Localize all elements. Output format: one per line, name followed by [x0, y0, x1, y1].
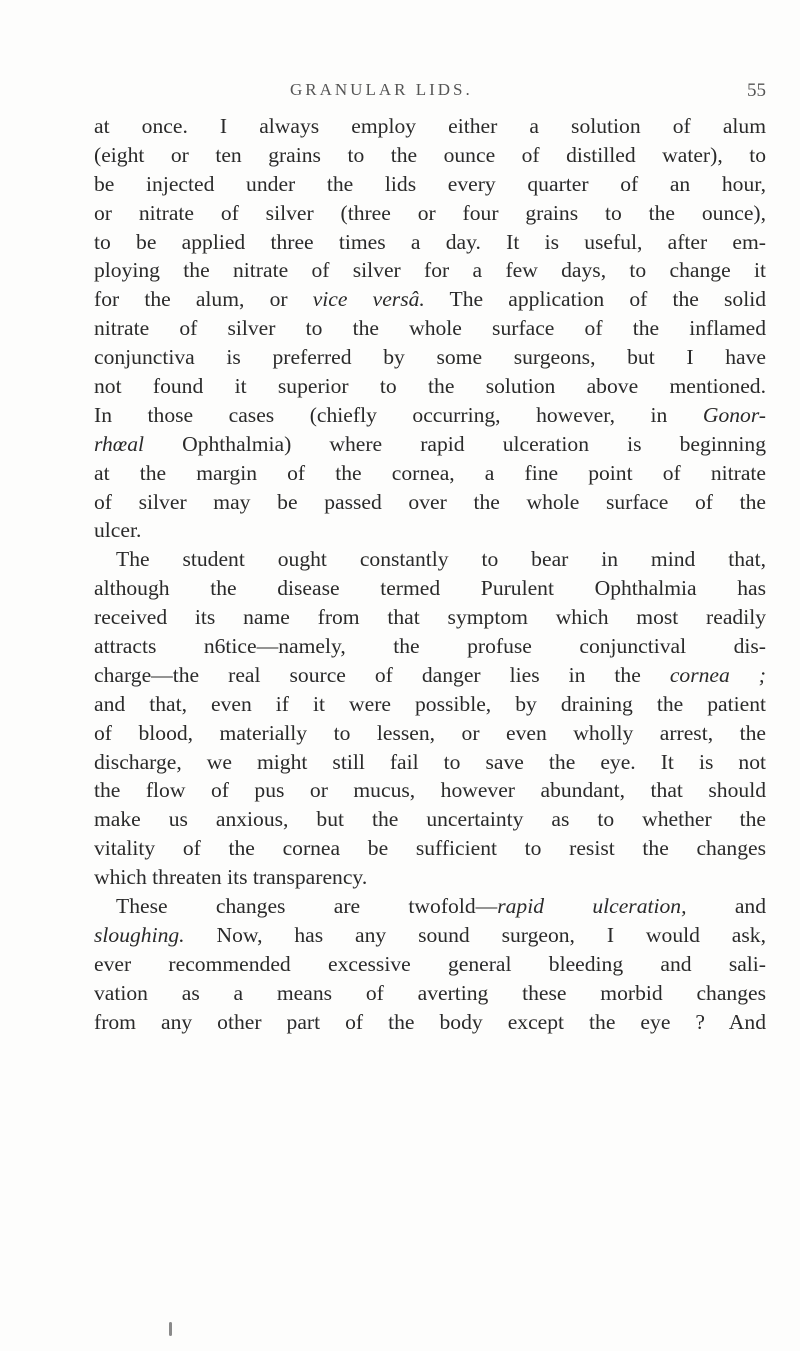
text-segment: for the alum, or	[94, 287, 313, 312]
text-segment: attracts n6tice—namely, the profuse conjunctival dis-	[94, 634, 766, 659]
italic-phrase: rhœal	[94, 431, 145, 456]
text-line	[94, 285, 766, 314]
text-line	[94, 632, 766, 661]
text-line	[94, 314, 766, 343]
text-line	[94, 343, 766, 372]
text-line	[94, 228, 766, 257]
text-segment: make us anxious, but the uncertainty as to whether the	[94, 807, 766, 832]
text-line	[94, 719, 766, 748]
text-segment: vitality of the cornea be sufficient to resist the changes	[94, 836, 766, 861]
text-segment: the flow of pus or mucus, however abundant, that should	[94, 778, 766, 803]
text-line	[94, 950, 766, 979]
text-line	[94, 170, 766, 199]
text-line	[94, 603, 766, 632]
italic-phrase: cornea ;	[669, 662, 766, 687]
text-line	[94, 892, 766, 921]
italic-phrase: Gonor-	[702, 402, 766, 427]
page-number: 55	[747, 80, 766, 101]
text-line	[94, 199, 766, 228]
text-line	[94, 372, 766, 401]
text-line	[94, 1008, 766, 1037]
text-line	[94, 748, 766, 777]
text-line	[94, 805, 766, 834]
text-segment: (eight or ten grains to the ounce of distilled water), to	[94, 142, 766, 167]
page-header	[0, 80, 800, 104]
running-head: GRANULAR LIDS.	[290, 80, 473, 99]
text-segment: received its name from that symptom which most readily	[94, 605, 766, 630]
text-line	[94, 141, 766, 170]
text-segment: be injected under the lids every quarter of an hour,	[94, 171, 766, 196]
text-segment: In those cases (chiefly occurring, however, in	[94, 402, 703, 427]
text-segment: or nitrate of silver (three or four grains to the ounce),	[94, 200, 766, 225]
text-segment: Ophthalmia) where rapid ulceration is beginning	[144, 431, 766, 456]
text-segment: Now, has any sound surgeon, I would ask,	[184, 922, 766, 947]
text-line	[94, 401, 766, 430]
text-line	[94, 661, 766, 690]
text-line	[94, 430, 766, 459]
text-segment: at once. I always employ either a solution of alum	[94, 114, 766, 138]
text-line	[94, 516, 766, 545]
text-segment: vation as a means of averting these morbid changes	[94, 980, 766, 1005]
text-segment: not found it superior to the solution above mentioned.	[94, 374, 766, 399]
text-line	[94, 112, 766, 141]
text-segment: at the margin of the cornea, a fine point of nitrate	[94, 460, 766, 485]
text-line	[94, 545, 766, 574]
text-line	[94, 921, 766, 950]
text-segment: and	[686, 894, 767, 919]
body-text	[94, 112, 766, 1037]
print-speck	[169, 1322, 172, 1336]
italic-phrase: vice versâ.	[312, 287, 425, 312]
text-segment: and that, even if it were possible, by draining the patient	[94, 691, 766, 716]
text-segment: These changes are twofold—	[116, 894, 498, 919]
text-line	[94, 574, 766, 603]
text-line	[94, 690, 766, 719]
text-line	[94, 256, 766, 285]
text-line	[94, 979, 766, 1008]
text-segment: The student ought constantly to bear in mind that,	[116, 547, 766, 572]
italic-phrase: sloughing.	[94, 922, 185, 947]
text-line	[94, 459, 766, 488]
text-segment: from any other part of the body except the eye ? And	[94, 1009, 766, 1034]
text-segment: although the disease termed Purulent Ophthalmia has	[94, 576, 766, 601]
text-segment: charge—the real source of danger lies in the	[94, 662, 670, 687]
italic-phrase: rapid ulceration,	[497, 894, 687, 919]
text-segment: The application of the solid	[424, 287, 767, 312]
text-segment: nitrate of silver to the whole surface of the inflamed	[94, 316, 766, 341]
text-segment: of blood, materially to lessen, or even wholly arrest, the	[94, 720, 766, 745]
text-segment: to be applied three times a day. It is useful, after em-	[94, 229, 766, 254]
text-segment: conjunctiva is preferred by some surgeons, but I have	[94, 345, 766, 370]
text-line	[94, 834, 766, 863]
text-line	[94, 488, 766, 517]
text-segment: which threaten its transparency.	[94, 865, 368, 890]
text-segment: ploying the nitrate of silver for a few days, to change it	[94, 258, 766, 283]
text-segment: discharge, we might still fail to save the eye. It is not	[94, 749, 766, 774]
text-line	[94, 863, 766, 892]
text-segment: ever recommended excessive general bleeding and sali-	[94, 951, 766, 976]
text-line	[94, 776, 766, 805]
text-segment: of silver may be passed over the whole surface of the	[94, 489, 766, 514]
text-segment: ulcer.	[94, 518, 142, 543]
